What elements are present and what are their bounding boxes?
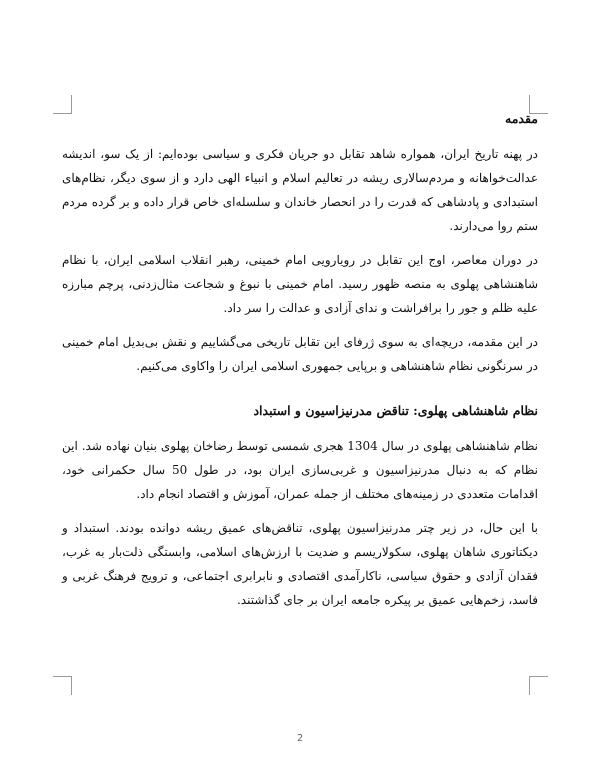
paragraph: با این حال، در زیر چتر مدرنیزاسیون پهلوی، تناقض‌های عمیق ریشه دوانده بودند. استبداد و دیکتاتوری شاهان پهلوی، سکولاریسم و ضدیت با ارزش‌های اسلامی، وابستگی ذلت‌بار به غرب، فقدان آزادی و حقوق سیاسی، ناکارآمدی اقتصادی و نابرابری اجتماعی، و ترویج فرهنگ غربی و فاسد، زخم‌هایی عمیق بر پیکره جامعه ایران بر جای گذاشتند. — [62, 521, 538, 607]
paragraph: نظام شاهنشاهی پهلوی در سال 1304 هجری شمسی توسط رضاخان پهلوی بنیان نهاده شد. این نظام که به دنبال مدرنیزاسیون و غربی‌سازی ایران بود، در طول 50 سال حکمرانی خود، اقدامات متعددی در زمینه‌های مختلف از جمله عمران، آموزش و اقتصاد انجام داد. — [62, 439, 538, 501]
crop-mark-bottom-right — [529, 676, 548, 695]
page-number: 2 — [296, 733, 304, 744]
document-body[interactable] — [62, 108, 538, 622]
section-heading-pahlavi: نظام شاهنشاهی پهلوی: تناقض مدرنیزاسیون و استبداد — [253, 403, 538, 418]
paragraph: در این مقدمه، دریچه‌ای به سوی ژرفای این تقابل تاریخی می‌گشاییم و نقش بی‌بدیل امام خمینی در سرنگونی نظام شاهنشاهی و برپایی جمهوری اسلامی ایران را واکاوی می‌کنیم. — [62, 335, 538, 373]
paragraph: در پهنه تاریخ ایران، همواره شاهد تقابل دو جریان فکری و سیاسی بوده‌ایم: از یک سو، اندیشه عدالت‌خواهانه و مردم‌سالاری ریشه در تعالیم اسلام و انبیاء الهی دارد و از سوی دیگر، نظام‌های استبدادی و پادشاهی که قدرت را در انحصار خاندان و سلسله‌ای خاص قرار داده و بر گرده مردم ستم روا می‌دارند. — [62, 147, 538, 233]
crop-mark-bottom-left — [53, 676, 72, 695]
section-heading-introduction: مقدمه — [505, 111, 538, 126]
paragraph: در دوران معاصر، اوج این تقابل در رویارویی امام خمینی، رهبر انقلاب اسلامی ایران، با نظام شاهنشاهی پهلوی به منصه ظهور رسید. امام خمینی با نبوغ و شجاعت مثال‌زدنی، پرچم مبارزه علیه ظلم و جور را برافراشت و ندای آزادی و عدالت را سر داد. — [62, 253, 538, 315]
